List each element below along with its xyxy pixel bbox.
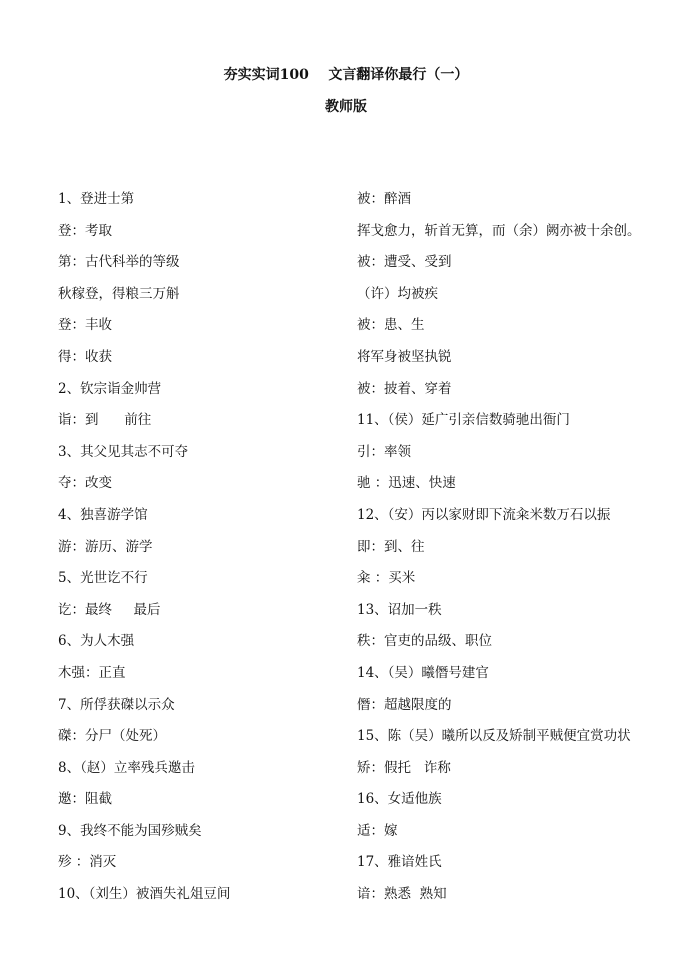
text-line: 登：丰收 xyxy=(58,317,112,334)
text-line: 僭：超越限度的 xyxy=(357,696,452,713)
text-line: 驰 ：迅速、快速 xyxy=(357,475,456,492)
text-line: 第：古代科举的等级 xyxy=(58,254,180,271)
text-line: 游：游历、游学 xyxy=(58,538,153,555)
text-line: 讫：最终 最后 xyxy=(58,601,161,618)
text-line: 1、登进士第 xyxy=(58,191,135,207)
text-line: 矫：假托 诈称 xyxy=(357,759,451,776)
text-line: 引：率领 xyxy=(357,443,411,460)
page-subtitle: 教师版 xyxy=(325,99,367,115)
text-line: 被：醉酒 xyxy=(357,191,411,207)
text-line: 登：考取 xyxy=(58,222,112,239)
text-line: 秩：官吏的品级、职位 xyxy=(357,633,492,650)
text-line: 即：到、往 xyxy=(357,538,425,555)
text-line: 17、雅谙姓氏 xyxy=(357,854,442,871)
text-line: 3、其父见其志不可夺 xyxy=(58,443,189,460)
text-line: 7、所俘获磔以示众 xyxy=(58,696,175,713)
text-line: 被：披着、穿着 xyxy=(357,380,452,397)
text-line: 8、（赵）立率残兵邀击 xyxy=(58,759,195,776)
text-line: 4、独喜游学馆 xyxy=(58,506,148,523)
text-line: 15、陈（吴）曦所以反及矫制平贼便宜赏功状 xyxy=(357,728,631,745)
text-line: 6、为人木强 xyxy=(58,633,135,650)
text-line: 木强：正直 xyxy=(58,664,126,681)
text-line: 16、女适他族 xyxy=(357,791,442,808)
left-column xyxy=(58,188,348,915)
text-line: 将军身被坚执锐 xyxy=(357,348,452,365)
text-line: 10、（刘生）被酒失礼俎豆间 xyxy=(58,886,231,903)
text-line: 12、（安）丙以家财即下流籴米数万石以振 xyxy=(357,506,611,523)
right-column xyxy=(357,188,677,915)
text-line: 磔：分尸（处死） xyxy=(58,728,166,745)
text-line: 被：患、生 xyxy=(357,317,425,334)
text-line: 籴 ：买米 xyxy=(357,570,416,587)
text-line: 得：收获 xyxy=(58,348,112,365)
text-line: 2、钦宗诣金帅营 xyxy=(58,380,162,397)
text-line: 夺：改变 xyxy=(58,475,112,492)
text-line: 殄 ：消灭 xyxy=(58,854,117,871)
text-line: 9、我终不能为国殄贼矣 xyxy=(58,822,202,839)
text-line: 14、（吴）曦僭号建官 xyxy=(357,664,489,681)
text-line: 11、（侯）延广引亲信数骑驰出衙门 xyxy=(357,412,570,429)
text-line: （许）均被疾 xyxy=(357,285,438,302)
text-line: 诣：到 前往 xyxy=(58,412,152,429)
text-line: 秋稼登，得粮三万斛 xyxy=(58,285,180,302)
text-line: 5、光世讫不行 xyxy=(58,570,148,587)
text-line: 适：嫁 xyxy=(357,822,398,839)
text-line: 谙：熟悉 熟知 xyxy=(357,886,447,903)
text-line: 邀：阻截 xyxy=(58,791,112,808)
text-line: 被：遭受、受到 xyxy=(357,254,452,271)
text-line: 13、诏加一秩 xyxy=(357,601,442,618)
text-line: 挥戈愈力，斩首无算，而（余）阙亦被十余创。 xyxy=(357,222,641,239)
page-title: 夯实实词100 文言翻译你最行（一） xyxy=(223,67,469,83)
